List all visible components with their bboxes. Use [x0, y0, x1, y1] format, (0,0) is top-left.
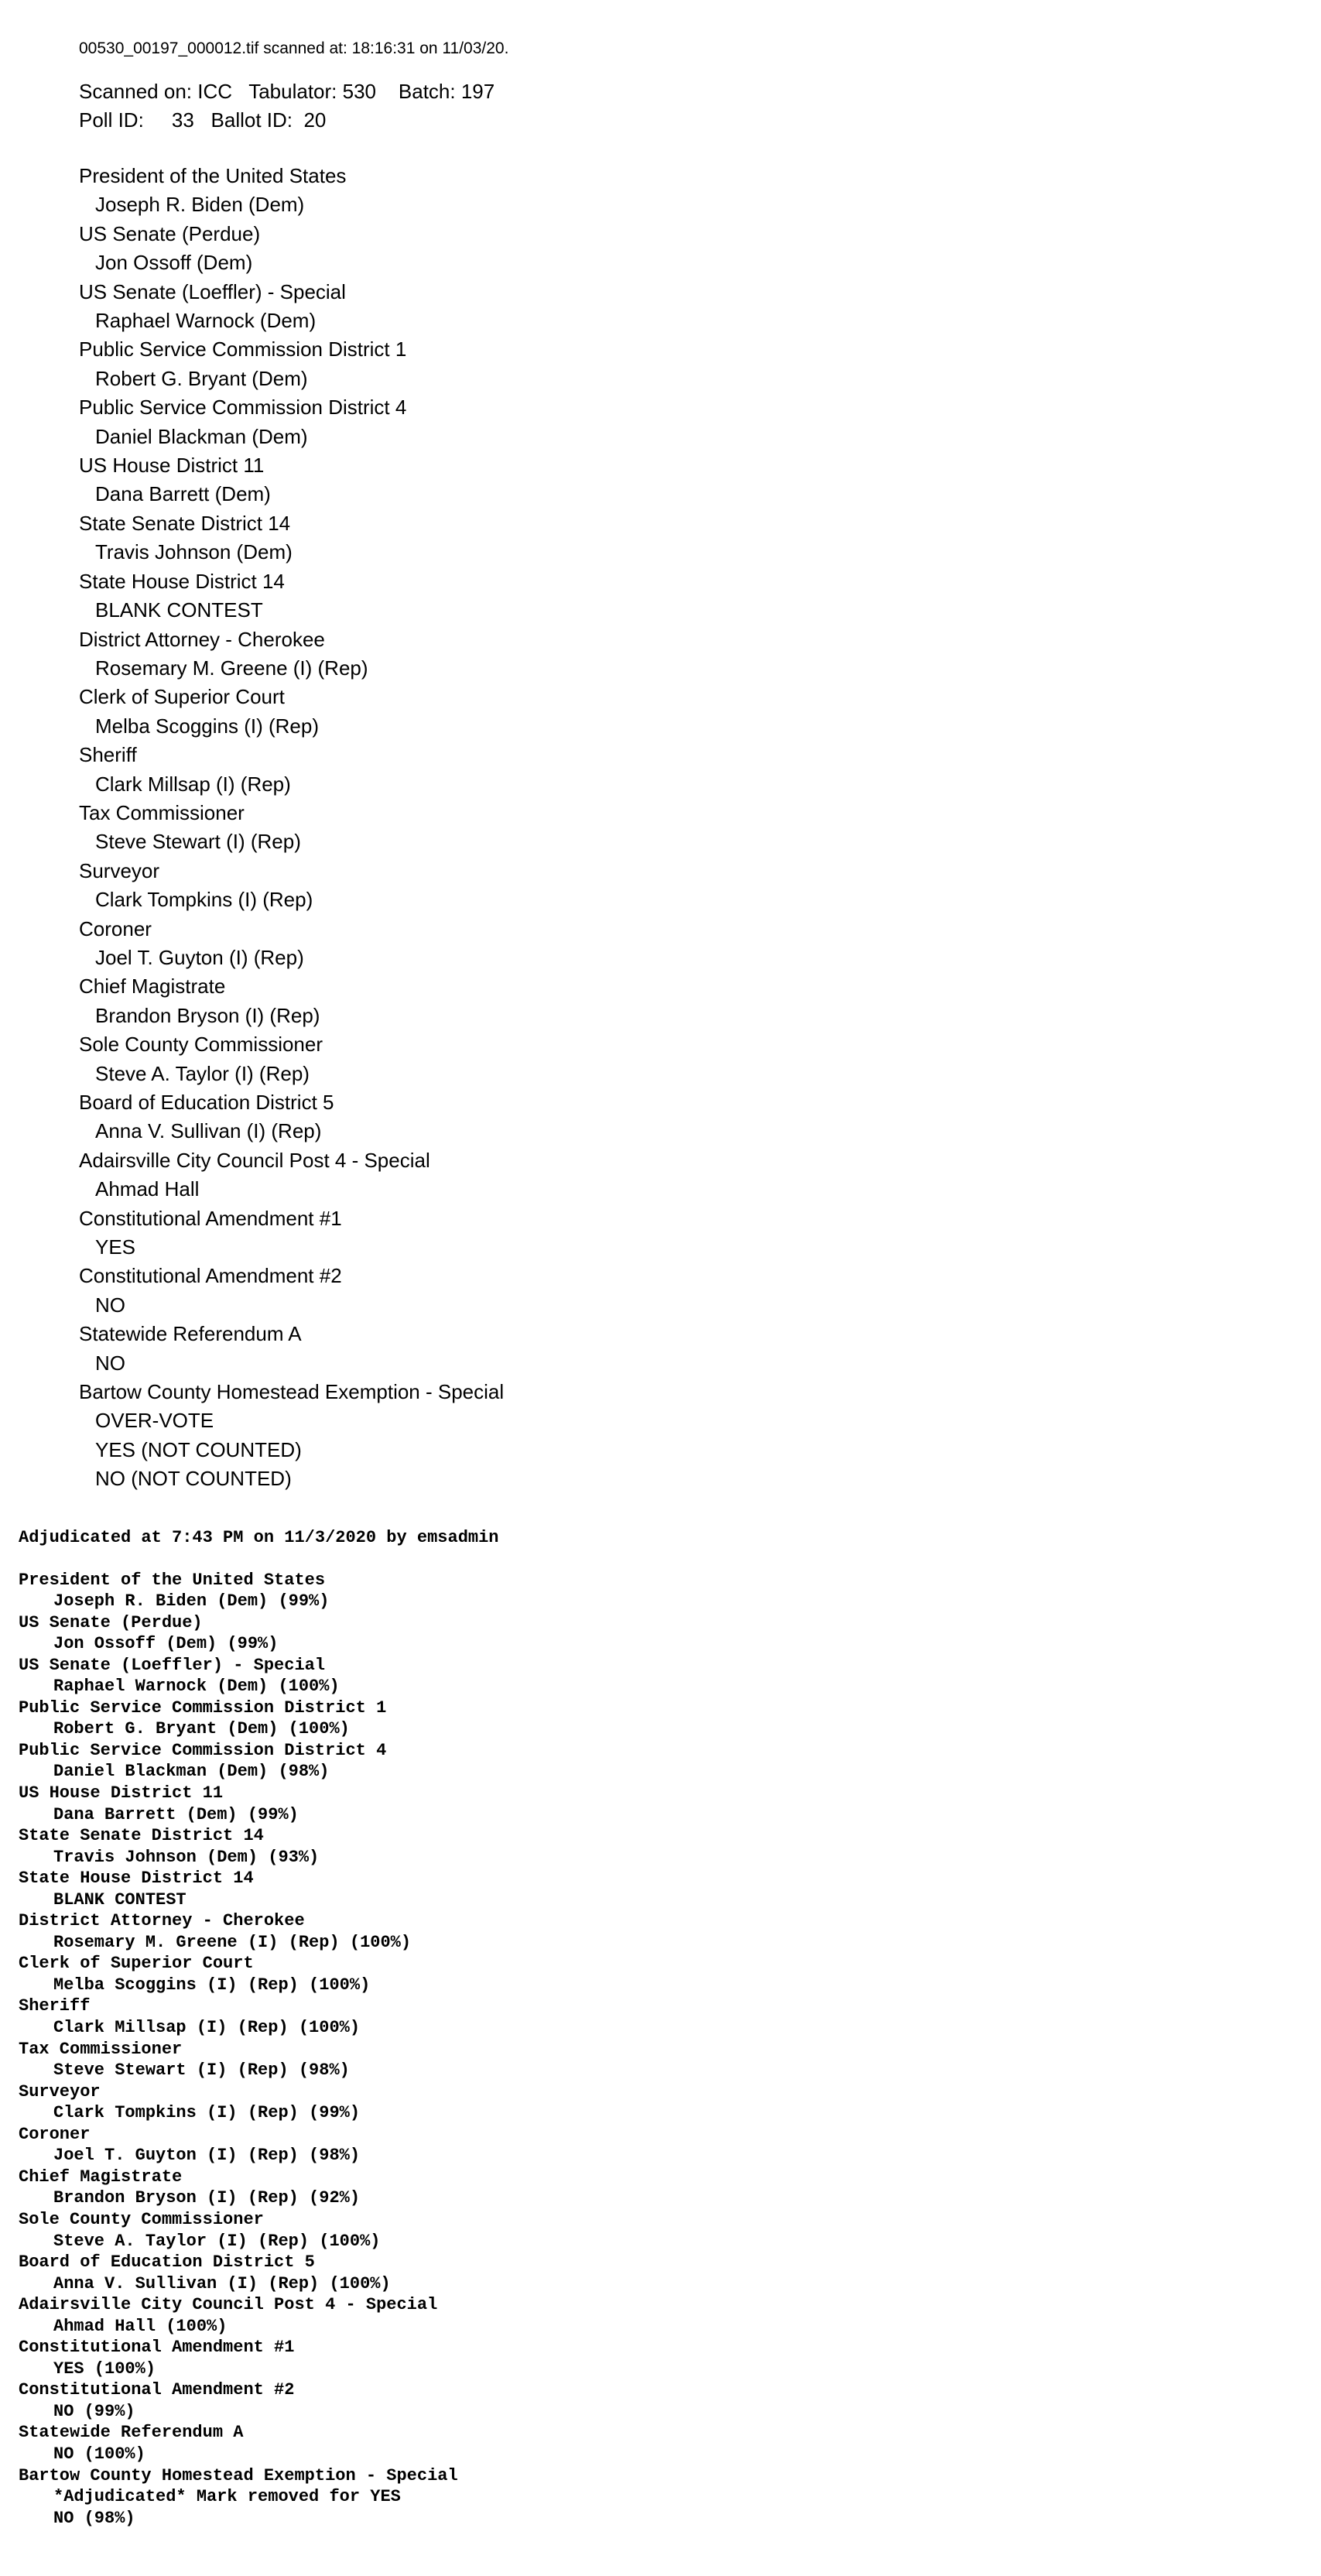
adjudication-contest-title: Sole County Commissioner — [19, 2209, 264, 2229]
adjudication-contest-choice: Raphael Warnock (Dem) (100%) — [53, 1677, 340, 1697]
adjudication-contest-choice: Clark Tompkins (I) (Rep) (99%) — [53, 2103, 361, 2123]
adjudication-contest-choice: Joel T. Guyton (I) (Rep) (98%) — [53, 2146, 361, 2166]
adjudication-contest — [19, 1995, 1257, 2038]
scan-contest-choice: Clark Millsap (I) (Rep) — [95, 772, 291, 796]
adjudication-contest — [19, 2337, 1257, 2379]
scan-contest-choice: Steve A. Taylor (I) (Rep) — [95, 1061, 310, 1085]
scan-contest — [79, 1378, 1240, 1494]
scan-contest-choice: Robert G. Bryant (Dem) — [95, 366, 308, 390]
scan-contest-choice: NO — [95, 1351, 125, 1375]
adjudication-contest-choice: YES (100%) — [53, 2358, 156, 2379]
adjudication-contest-choice: NO (100%) — [53, 2444, 145, 2464]
scan-contest-title: Sheriff — [79, 743, 137, 767]
scan-contest-choice: Joseph R. Biden (Dem) — [95, 193, 305, 217]
adjudication-contest-title: Clerk of Superior Court — [19, 1954, 254, 1974]
scan-contest — [79, 335, 1240, 393]
adjudication-contest-title: State House District 14 — [19, 1869, 254, 1889]
adjudication-contest — [19, 2379, 1257, 2422]
adjudication-contest-choice: Rosemary M. Greene (I) (Rep) (100%) — [53, 1932, 412, 1952]
scan-contest-title: Statewide Referendum A — [79, 1322, 302, 1346]
scan-contest — [79, 741, 1240, 799]
adjudication-contest — [19, 2124, 1257, 2167]
scan-contest-choice: Joel T. Guyton (I) (Rep) — [95, 945, 304, 969]
scan-contest — [79, 1204, 1240, 1262]
scan-contest-choice: Rosemary M. Greene (I) (Rep) — [95, 656, 368, 680]
scan-contest-title: Public Service Commission District 4 — [79, 396, 407, 420]
scan-contest-title: Bartow County Homestead Exemption - Special — [79, 1380, 505, 1404]
adjudication-header: Adjudicated at 7:43 PM on 11/3/2020 by emsadmin — [19, 1528, 499, 1547]
scan-contest — [79, 1030, 1240, 1088]
scan-contest-title: Coroner — [79, 916, 152, 940]
scan-contest-choice: Melba Scoggins (I) (Rep) — [95, 714, 319, 738]
scan-contest-choice: NO — [95, 1293, 125, 1317]
scan-contest-title: US Senate (Loeffler) - Special — [79, 279, 346, 303]
scan-contest-choice: Raphael Warnock (Dem) — [95, 309, 317, 333]
adjudication-contest-title: Surveyor — [19, 2081, 101, 2102]
scan-contest-title: State Senate District 14 — [79, 511, 291, 535]
adjudication-contest-choice: Anna V. Sullivan (I) (Rep) (100%) — [53, 2273, 391, 2293]
adjudication-contest-choice: *Adjudicated* Mark removed for YES — [53, 2487, 401, 2507]
adjudication-contest-list — [19, 1570, 1257, 2530]
adjudication-contest — [19, 1868, 1257, 1910]
adjudication-contest-title: Public Service Commission District 1 — [19, 1697, 387, 1718]
scan-contest-choice: Daniel Blackman (Dem) — [95, 424, 308, 448]
scan-contest — [79, 162, 1240, 220]
scan-contest-title: Surveyor — [79, 858, 160, 882]
scan-contest — [79, 1320, 1240, 1378]
scan-contest-title: Tax Commissioner — [79, 800, 245, 824]
adjudication-contest-title: Tax Commissioner — [19, 2039, 183, 2059]
adjudication-contest-title: Coroner — [19, 2124, 91, 2144]
scan-contest-title: Clerk of Superior Court — [79, 685, 285, 709]
adjudication-contest-title: Adairsville City Council Post 4 - Special — [19, 2295, 438, 2315]
adjudication-contest-choice: Robert G. Bryant (Dem) (100%) — [53, 1719, 350, 1739]
adjudication-contest-title: Statewide Referendum A — [19, 2423, 244, 2443]
scan-contest — [79, 567, 1240, 625]
scan-contest — [79, 915, 1240, 973]
adjudication-contest-choice: Jon Ossoff (Dem) (99%) — [53, 1634, 279, 1654]
adjudication-contest-choice: NO (98%) — [53, 2508, 135, 2528]
scan-contest — [79, 683, 1240, 741]
adjudication-contest-choice: Ahmad Hall (100%) — [53, 2316, 228, 2336]
scan-contest-choice: Dana Barrett (Dem) — [95, 482, 271, 506]
scan-contest-list — [79, 162, 1240, 1494]
scan-contest-choice: Clark Tompkins (I) (Rep) — [95, 888, 313, 912]
scan-contest — [79, 1146, 1240, 1204]
scan-record — [79, 37, 1240, 1494]
adjudication-contest — [19, 2167, 1257, 2209]
adjudication-contest-choice: Daniel Blackman (Dem) (98%) — [53, 1762, 330, 1782]
adjudication-contest-choice: Brandon Bryson (I) (Rep) (92%) — [53, 2188, 361, 2208]
scan-contest-title: President of the United States — [79, 164, 347, 187]
scan-contest-choice: YES — [95, 1235, 136, 1259]
adjudication-contest-choice: Steve Stewart (I) (Rep) (98%) — [53, 2060, 350, 2081]
adjudication-contest-title: District Attorney - Cherokee — [19, 1911, 305, 1931]
scan-contest — [79, 625, 1240, 683]
adjudication-contest-title: Constitutional Amendment #1 — [19, 2338, 295, 2358]
adjudication-contest — [19, 1570, 1257, 1612]
adjudication-contest — [19, 1783, 1257, 1825]
adjudication-contest-title: Constitutional Amendment #2 — [19, 2380, 295, 2400]
adjudication-contest-choice: Dana Barrett (Dem) (99%) — [53, 1804, 299, 1824]
adjudication-record — [19, 1527, 1257, 2529]
scan-contest — [79, 1262, 1240, 1320]
adjudication-contest — [19, 2294, 1257, 2337]
adjudication-contest — [19, 2422, 1257, 2465]
adjudication-contest — [19, 2465, 1257, 2530]
adjudication-contest-title: Sheriff — [19, 1996, 91, 2016]
scan-filename-line: 00530_00197_000012.tif scanned at: 18:16:31 on 11/03/20. — [79, 39, 509, 57]
scan-contest-choice: Anna V. Sullivan (I) (Rep) — [95, 1119, 322, 1143]
scan-contest — [79, 972, 1240, 1030]
adjudication-contest-title: President of the United States — [19, 1570, 326, 1590]
adjudication-contest-choice: Clark Millsap (I) (Rep) (100%) — [53, 2018, 361, 2038]
scan-meta-line-2: Poll ID: 33 Ballot ID: 20 — [79, 108, 327, 132]
scan-contest — [79, 857, 1240, 915]
scan-contest-title: Constitutional Amendment #1 — [79, 1206, 342, 1230]
scan-contest — [79, 278, 1240, 336]
scan-contest-choice: Travis Johnson (Dem) — [95, 540, 293, 564]
scan-contest-title: State House District 14 — [79, 569, 285, 593]
scan-contest-title: US House District 11 — [79, 454, 265, 478]
adjudication-contest — [19, 2081, 1257, 2124]
scan-contest-title: Chief Magistrate — [79, 975, 226, 999]
adjudication-contest-title: State Senate District 14 — [19, 1826, 264, 1846]
scan-meta-line-1: Scanned on: ICC Tabulator: 530 Batch: 197 — [79, 80, 495, 103]
scan-contest — [79, 220, 1240, 278]
scan-contest-choice: Jon Ossoff (Dem) — [95, 251, 253, 275]
adjudication-contest — [19, 1740, 1257, 1783]
scan-contest — [79, 451, 1240, 509]
scan-contest-choice: OVER-VOTE — [95, 1409, 214, 1433]
scan-contest-choice: BLANK CONTEST — [95, 598, 263, 622]
scan-contest-title: US Senate (Perdue) — [79, 221, 261, 245]
scan-contest-title: District Attorney - Cherokee — [79, 627, 325, 651]
scan-contest — [79, 509, 1240, 567]
adjudication-contest-choice: Travis Johnson (Dem) (93%) — [53, 1847, 320, 1867]
adjudication-contest — [19, 2252, 1257, 2294]
scan-contest-choice: YES (NOT COUNTED) — [95, 1437, 302, 1461]
scan-contest — [79, 799, 1240, 857]
adjudication-contest — [19, 2209, 1257, 2252]
adjudication-contest-title: Public Service Commission District 4 — [19, 1740, 387, 1760]
adjudication-contest-choice: BLANK CONTEST — [53, 1889, 187, 1910]
scan-contest-title: Public Service Commission District 1 — [79, 337, 407, 361]
adjudication-contest-title: US Senate (Perdue) — [19, 1612, 203, 1632]
scan-contest-choice: Steve Stewart (I) (Rep) — [95, 830, 301, 854]
scan-contest-choice: NO (NOT COUNTED) — [95, 1467, 292, 1491]
scan-meta — [79, 77, 1240, 135]
scan-contest — [79, 1088, 1240, 1146]
adjudication-contest — [19, 1655, 1257, 1697]
scan-contest-title: Board of Education District 5 — [79, 1091, 334, 1114]
adjudication-contest — [19, 1825, 1257, 1868]
adjudication-contest — [19, 1612, 1257, 1655]
adjudication-contest-choice: Steve A. Taylor (I) (Rep) (100%) — [53, 2231, 381, 2251]
scan-contest-title: Constitutional Amendment #2 — [79, 1264, 342, 1288]
scan-contest-choice: Brandon Bryson (I) (Rep) — [95, 1003, 320, 1027]
scan-contest-title: Sole County Commissioner — [79, 1033, 323, 1057]
adjudication-contest — [19, 1953, 1257, 1995]
adjudication-contest-choice: Joseph R. Biden (Dem) (99%) — [53, 1591, 330, 1612]
adjudication-contest — [19, 1697, 1257, 1740]
adjudication-contest-title: Board of Education District 5 — [19, 2252, 315, 2273]
adjudication-contest-choice: NO (99%) — [53, 2401, 135, 2421]
adjudication-contest-title: US House District 11 — [19, 1783, 224, 1804]
adjudication-contest — [19, 1910, 1257, 1953]
scan-contest — [79, 393, 1240, 451]
scan-contest-title: Adairsville City Council Post 4 - Special — [79, 1148, 430, 1172]
adjudication-contest-title: US Senate (Loeffler) - Special — [19, 1655, 326, 1675]
scan-contest-choice: Ahmad Hall — [95, 1177, 200, 1201]
adjudication-contest-choice: Melba Scoggins (I) (Rep) (100%) — [53, 1975, 371, 1995]
adjudication-contest — [19, 2039, 1257, 2081]
adjudication-contest-title: Chief Magistrate — [19, 2167, 183, 2187]
adjudication-contest-title: Bartow County Homestead Exemption - Special — [19, 2465, 458, 2485]
